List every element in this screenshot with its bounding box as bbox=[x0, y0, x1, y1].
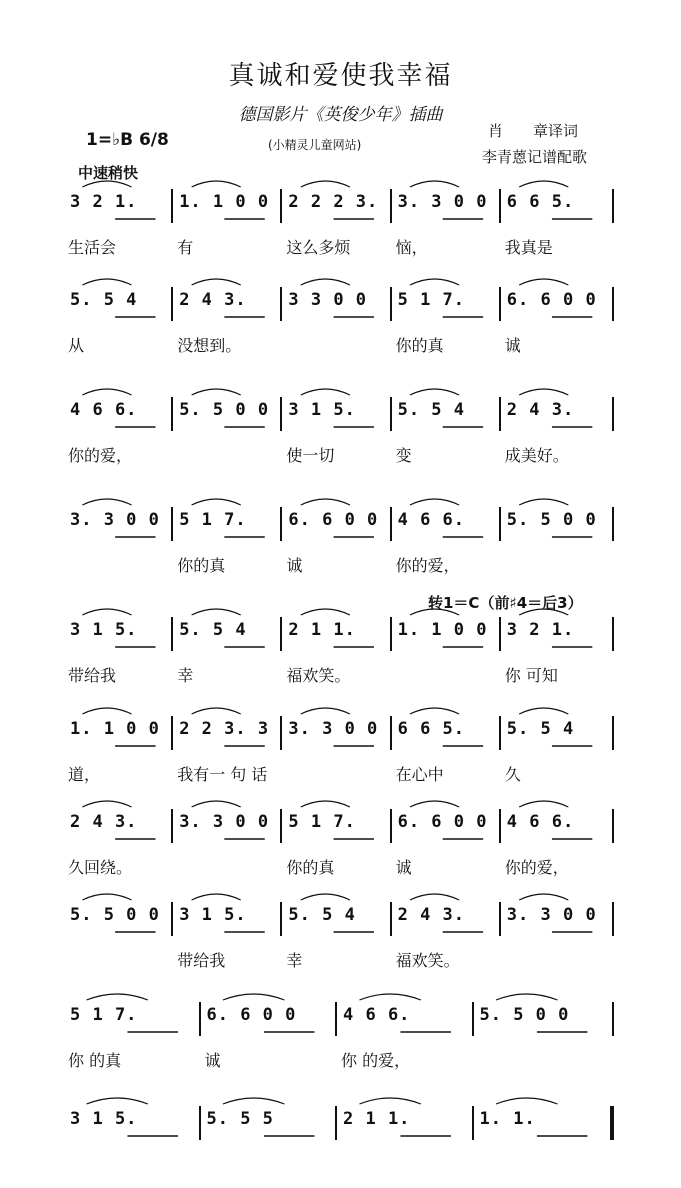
slur-arc bbox=[410, 609, 459, 615]
measure-notes: 6 6 5. bbox=[397, 719, 466, 739]
bar-line bbox=[171, 397, 173, 431]
lyric-text: 诚 bbox=[204, 1051, 221, 1070]
slur-arc bbox=[192, 708, 241, 714]
bar-line bbox=[171, 617, 173, 651]
measure-notes: 5. 5 4 bbox=[506, 719, 575, 739]
slur-arc bbox=[82, 181, 131, 187]
lyric-text: 你的爱， bbox=[68, 446, 133, 465]
bar-line bbox=[335, 1002, 337, 1036]
lyric-text: 成美好。 bbox=[504, 446, 569, 465]
bar-line bbox=[390, 716, 392, 750]
lyric-text: 幸 bbox=[177, 666, 194, 685]
bar-line bbox=[171, 716, 173, 750]
slur-arc bbox=[410, 801, 459, 807]
measure-notes: 6. 6 0 0 bbox=[397, 812, 488, 832]
slur-arc bbox=[301, 389, 350, 395]
measure-notes: 5. 5 4 bbox=[397, 400, 466, 420]
bar-line bbox=[280, 809, 282, 843]
lyric-text: 幸 bbox=[286, 951, 303, 970]
slur-arc bbox=[192, 801, 241, 807]
measure-notes: 3. 3 0 0 bbox=[179, 812, 270, 832]
slur-arc bbox=[192, 609, 241, 615]
lyric-text: 从 bbox=[68, 336, 85, 355]
bar-line bbox=[499, 617, 501, 651]
slur-arc bbox=[192, 499, 241, 505]
measure-notes: 2 4 3. bbox=[70, 812, 138, 832]
slur-arc bbox=[301, 708, 350, 714]
source-label: (小精灵儿童网站) bbox=[268, 138, 362, 152]
slur-arc bbox=[301, 499, 350, 505]
measure-notes: 5 1 7. bbox=[179, 510, 247, 530]
slur-arc bbox=[82, 279, 131, 285]
measure-notes: 5. 5 4 bbox=[70, 290, 138, 310]
bar-line bbox=[612, 397, 614, 431]
measure-notes: 4 6 6. bbox=[343, 1005, 411, 1025]
slur-arc bbox=[410, 499, 459, 505]
slur-arc bbox=[519, 279, 568, 285]
slur-arc bbox=[519, 181, 568, 187]
slur-arc bbox=[82, 389, 131, 395]
slur-arc bbox=[410, 708, 459, 714]
slur-arc bbox=[301, 894, 350, 900]
bar-line bbox=[499, 809, 501, 843]
measure-notes: 4 6 6. bbox=[70, 400, 138, 420]
slur-arc bbox=[86, 1098, 147, 1104]
lyric-text: 你 可知 bbox=[504, 666, 558, 685]
measure-notes: 5 1 7. bbox=[397, 290, 466, 310]
bar-line bbox=[335, 1106, 337, 1140]
tempo-marking: 中速稍快 bbox=[78, 164, 139, 182]
bar-line bbox=[390, 617, 392, 651]
slur-arc bbox=[496, 994, 557, 1000]
slur-arc bbox=[301, 181, 350, 187]
bar-line bbox=[199, 1002, 201, 1036]
lyric-text: 道， bbox=[68, 765, 101, 784]
measure-notes: 1. 1 0 0 bbox=[397, 620, 488, 640]
bar-line bbox=[499, 507, 501, 541]
measure-notes: 2 4 3. bbox=[506, 400, 575, 420]
lyric-text: 在心中 bbox=[395, 765, 444, 784]
lyric-text: 你 的真 bbox=[68, 1051, 122, 1070]
lyric-text: 你的爱， bbox=[395, 556, 460, 575]
lyric-text: 久 bbox=[504, 765, 521, 784]
lyric-text: 我真是 bbox=[504, 238, 553, 257]
lyric-text: 没想到。 bbox=[177, 336, 242, 355]
lyric-text: 你 的爱， bbox=[341, 1051, 411, 1070]
bar-line bbox=[612, 809, 614, 843]
slur-arc bbox=[410, 894, 459, 900]
bar-line bbox=[390, 809, 392, 843]
slur-arc bbox=[410, 389, 459, 395]
bar-line bbox=[472, 1002, 474, 1036]
lyric-text: 有 bbox=[177, 238, 194, 257]
lyric-text: 变 bbox=[395, 446, 412, 465]
final-bar-line bbox=[610, 1106, 614, 1140]
slur-arc bbox=[519, 801, 568, 807]
measure-notes: 1. 1 0 0 bbox=[70, 719, 160, 739]
bar-line bbox=[171, 287, 173, 321]
song-subtitle: 德国影片《英俊少年》插曲 bbox=[238, 105, 443, 125]
bar-line bbox=[280, 902, 282, 936]
lyric-text: 福欢笑。 bbox=[395, 951, 460, 970]
measure-notes: 3 2 1. bbox=[506, 620, 575, 640]
bar-line bbox=[612, 189, 614, 223]
slur-arc bbox=[410, 279, 459, 285]
bar-line bbox=[499, 902, 501, 936]
slur-arc bbox=[519, 708, 568, 714]
slur-arc bbox=[223, 994, 284, 1000]
bar-line bbox=[612, 716, 614, 750]
measure-notes: 3 3 0 0 bbox=[288, 290, 368, 310]
bar-line bbox=[499, 397, 501, 431]
bar-line bbox=[280, 617, 282, 651]
slur-arc bbox=[192, 181, 241, 187]
measure-notes: 3 1 5. bbox=[70, 1109, 138, 1129]
measure-notes: 5. 5 0 0 bbox=[70, 905, 160, 925]
slur-arc bbox=[82, 708, 131, 714]
bar-line bbox=[612, 287, 614, 321]
measure-notes: 2 4 3. bbox=[397, 905, 466, 925]
bar-line bbox=[499, 189, 501, 223]
slur-arc bbox=[359, 1098, 420, 1104]
slur-arc bbox=[519, 894, 568, 900]
slur-arc bbox=[82, 894, 131, 900]
bar-line bbox=[171, 507, 173, 541]
slur-arc bbox=[192, 279, 241, 285]
lyric-text: 我有一 句 话 bbox=[177, 765, 268, 784]
measure-notes: 3 1 5. bbox=[288, 400, 356, 420]
measure-notes: 5. 5 4 bbox=[179, 620, 247, 640]
song-title: 真诚和爱使我幸福 bbox=[228, 61, 453, 91]
lyric-text: 生活会 bbox=[68, 238, 117, 257]
bar-line bbox=[280, 287, 282, 321]
bar-line bbox=[390, 189, 392, 223]
lyric-text: 你的真 bbox=[177, 556, 226, 575]
slur-arc bbox=[223, 1098, 284, 1104]
measure-notes: 6. 6 0 0 bbox=[206, 1005, 297, 1025]
bar-line bbox=[612, 902, 614, 936]
measure-notes: 3. 3 0 0 bbox=[288, 719, 379, 739]
lyric-text: 你的真 bbox=[395, 336, 444, 355]
bar-line bbox=[390, 397, 392, 431]
slur-arc bbox=[519, 499, 568, 505]
bar-line bbox=[171, 902, 173, 936]
lyric-text: 带给我 bbox=[68, 666, 117, 685]
measure-notes: 3 2 1. bbox=[70, 192, 138, 212]
measure-notes: 3 1 5. bbox=[179, 905, 247, 925]
slur-arc bbox=[82, 609, 131, 615]
slur-arc bbox=[301, 609, 350, 615]
measure-notes: 3. 3 0 0 bbox=[397, 192, 488, 212]
slur-arc bbox=[410, 181, 459, 187]
lyric-text: 恼， bbox=[395, 238, 428, 257]
measure-notes: 6 6 5. bbox=[506, 192, 575, 212]
slur-arc bbox=[496, 1098, 557, 1104]
lyricist-credit: 肖 章译词 bbox=[488, 122, 579, 140]
lyric-text: 久回绕。 bbox=[68, 858, 133, 877]
bar-line bbox=[280, 189, 282, 223]
bar-line bbox=[499, 287, 501, 321]
measure-notes: 3. 3 0 0 bbox=[506, 905, 597, 925]
lyric-text: 这么多烦 bbox=[286, 238, 351, 257]
slur-arc bbox=[519, 389, 568, 395]
measure-notes: 2 4 3. bbox=[179, 290, 247, 310]
measure-notes: 2 2 3. 3 bbox=[179, 719, 270, 739]
lyric-text: 你的真 bbox=[286, 858, 335, 877]
bar-line bbox=[612, 617, 614, 651]
bar-line bbox=[390, 507, 392, 541]
measure-notes: 5 1 7. bbox=[288, 812, 356, 832]
bar-line bbox=[390, 902, 392, 936]
measure-notes: 2 2 2 3. bbox=[288, 192, 379, 212]
lyric-text: 诚 bbox=[395, 858, 412, 877]
bar-line bbox=[612, 1002, 614, 1036]
bar-line bbox=[472, 1106, 474, 1140]
slur-arc bbox=[192, 389, 241, 395]
slur-arc bbox=[82, 499, 131, 505]
lyric-text: 福欢笑。 bbox=[286, 666, 351, 685]
bar-line bbox=[171, 189, 173, 223]
slur-arc bbox=[82, 801, 131, 807]
modulation-marking: 转1＝C（前♯4＝后3） bbox=[428, 594, 583, 612]
lyric-text: 诚 bbox=[286, 556, 303, 575]
measure-notes: 6. 6 0 0 bbox=[288, 510, 379, 530]
bar-line bbox=[390, 287, 392, 321]
bar-line bbox=[280, 716, 282, 750]
measure-notes: 1. 1 0 0 bbox=[179, 192, 270, 212]
slur-arc bbox=[301, 801, 350, 807]
measure-notes: 5. 5 4 bbox=[288, 905, 356, 925]
bar-line bbox=[171, 809, 173, 843]
slur-arc bbox=[192, 894, 241, 900]
lyric-text: 你的爱， bbox=[504, 858, 569, 877]
slur-arc bbox=[519, 609, 568, 615]
measure-notes: 2 1 1. bbox=[343, 1109, 411, 1129]
measure-notes: 4 6 6. bbox=[506, 812, 575, 832]
key-signature: 1=♭B 6/8 bbox=[86, 130, 169, 150]
measure-notes: 2 1 1. bbox=[288, 620, 356, 640]
slur-arc bbox=[301, 279, 350, 285]
arranger-credit: 李青蒽记谱配歌 bbox=[482, 148, 588, 166]
measure-notes: 5 1 7. bbox=[70, 1005, 138, 1025]
measure-notes: 5. 5 0 0 bbox=[179, 400, 270, 420]
measure-notes: 3 1 5. bbox=[70, 620, 138, 640]
measure-notes: 5. 5 0 0 bbox=[479, 1005, 570, 1025]
bar-line bbox=[612, 507, 614, 541]
bar-line bbox=[199, 1106, 201, 1140]
lyric-text: 带给我 bbox=[177, 951, 226, 970]
lyric-text: 使一切 bbox=[286, 446, 335, 465]
bar-line bbox=[280, 507, 282, 541]
measure-notes: 1. 1. bbox=[479, 1109, 536, 1129]
measure-notes: 4 6 6. bbox=[397, 510, 466, 530]
lyric-text: 诚 bbox=[504, 336, 521, 355]
measure-notes: 5. 5 5 bbox=[206, 1109, 274, 1129]
measure-notes: 5. 5 0 0 bbox=[506, 510, 597, 530]
bar-line bbox=[499, 716, 501, 750]
measure-notes: 3. 3 0 0 bbox=[70, 510, 160, 530]
bar-line bbox=[280, 397, 282, 431]
measure-notes: 6. 6 0 0 bbox=[506, 290, 597, 310]
slur-arc bbox=[359, 994, 420, 1000]
slur-arc bbox=[86, 994, 147, 1000]
